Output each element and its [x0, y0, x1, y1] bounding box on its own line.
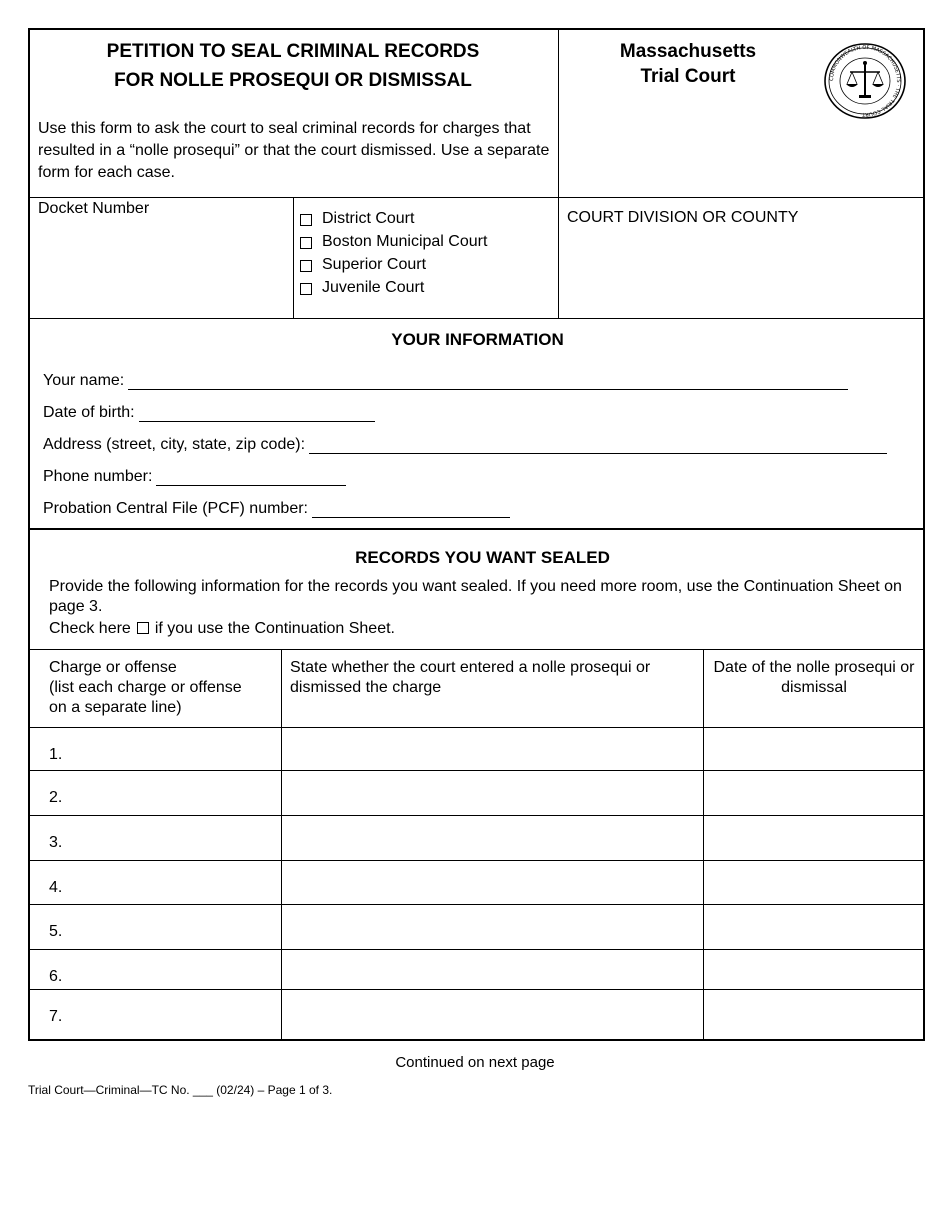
page-title	[30, 37, 556, 95]
row-rule	[29, 860, 925, 861]
seal-text: COMMONWEALTH OF MASSACHUSETTS · THE TRIAL COURT	[828, 44, 902, 118]
docket-divider	[293, 197, 294, 318]
case-info-bottom-rule	[29, 318, 925, 319]
pcf-label: Probation Central File (PCF) number:	[43, 500, 308, 517]
court-option-boston-municipal[interactable]	[300, 230, 487, 253]
row-rule	[29, 815, 925, 816]
address-input-line[interactable]	[309, 437, 887, 454]
checkbox[interactable]	[300, 260, 312, 272]
phone-field-row	[43, 464, 346, 486]
row-rule	[29, 989, 925, 990]
phone-input-line[interactable]	[156, 469, 346, 486]
table-top-rule	[29, 649, 925, 650]
name-field-row	[43, 368, 848, 390]
docket-number-label: Docket Number	[38, 200, 150, 217]
col-date-header: Date of the nolle prosequi or dismissal	[713, 659, 915, 696]
checkbox[interactable]	[300, 214, 312, 226]
row-rule	[29, 770, 925, 771]
your-information-heading: YOUR INFORMATION	[391, 330, 564, 349]
col-charge-header-line: on a separate line)	[49, 699, 182, 716]
court-option-label: District Court	[322, 209, 415, 227]
court-name	[588, 39, 788, 89]
row-rule	[29, 727, 925, 728]
pcf-input-line[interactable]	[312, 501, 510, 518]
continuation-check-row	[49, 619, 395, 639]
court-option-superior[interactable]	[300, 253, 487, 276]
your-info-bottom-rule	[29, 528, 925, 530]
col-charge-header	[49, 658, 277, 718]
court-option-district[interactable]	[300, 207, 487, 230]
address-field-row	[43, 432, 887, 454]
records-heading: RECORDS YOU WANT SEALED	[355, 548, 610, 567]
phone-label: Phone number:	[43, 468, 153, 485]
name-input-line[interactable]	[128, 373, 848, 390]
header-bottom-rule	[29, 197, 925, 198]
title-line-1: PETITION TO SEAL CRIMINAL RECORDS	[106, 41, 480, 62]
pcf-field-row	[43, 496, 510, 518]
continuation-check-suffix: if you use the Continuation Sheet.	[154, 620, 395, 637]
table-row-number: 3.	[49, 834, 63, 851]
records-instructions: Provide the following information for the records you want sealed. If you need more room, use the Continuation Sheet on page 3.	[49, 578, 902, 615]
dob-field-row	[43, 400, 375, 422]
address-label: Address (street, city, state, zip code):	[43, 436, 306, 453]
form-instructions: Use this form to ask the court to seal criminal records for charges that resulted in a “nolle prosequi” or that the court dismissed. Use a separate form for each case.	[38, 120, 550, 181]
col-charge-header-line: (list each charge or offense	[49, 679, 242, 696]
court-name-line-2: Trial Court	[640, 66, 736, 87]
row-rule	[29, 949, 925, 950]
court-name-line-1: Massachusetts	[619, 41, 757, 62]
title-line-2: FOR NOLLE PROSEQUI OR DISMISSAL	[114, 70, 472, 91]
table-row-number: 5.	[49, 923, 63, 940]
checkbox[interactable]	[300, 237, 312, 249]
col-charge-header-line: Charge or offense	[49, 659, 177, 676]
row-rule	[29, 904, 925, 905]
name-label: Your name:	[43, 372, 125, 389]
trial-court-seal-icon	[823, 42, 907, 120]
continuation-sheet-checkbox[interactable]	[137, 622, 149, 634]
table-col-divider-2	[703, 649, 704, 1041]
col-disposition-header: State whether the court entered a nolle prosequi or dismissed the charge	[290, 659, 651, 696]
continued-note: Continued on next page	[395, 1054, 555, 1071]
court-option-juvenile[interactable]	[300, 276, 487, 299]
court-option-label: Boston Municipal Court	[322, 232, 488, 250]
court-option-label: Superior Court	[322, 255, 427, 273]
dob-label: Date of birth:	[43, 404, 135, 421]
court-division-label: COURT DIVISION OR COUNTY	[567, 209, 799, 226]
table-row-number: 1.	[49, 746, 63, 763]
dob-input-line[interactable]	[139, 405, 375, 422]
table-row-number: 7.	[49, 1008, 63, 1025]
table-row-number: 2.	[49, 789, 63, 806]
checkbox[interactable]	[300, 283, 312, 295]
table-row-number: 6.	[49, 968, 63, 985]
court-option-label: Juvenile Court	[322, 278, 425, 296]
continuation-check-prefix: Check here	[49, 620, 131, 637]
table-row-number: 4.	[49, 879, 63, 896]
court-type-options	[300, 207, 487, 299]
form-id: Trial Court—Criminal—TC No. ___ (02/24) – Page 1 of 3.	[28, 1083, 333, 1097]
header-divider	[558, 29, 559, 318]
table-col-divider-1	[281, 649, 282, 1041]
